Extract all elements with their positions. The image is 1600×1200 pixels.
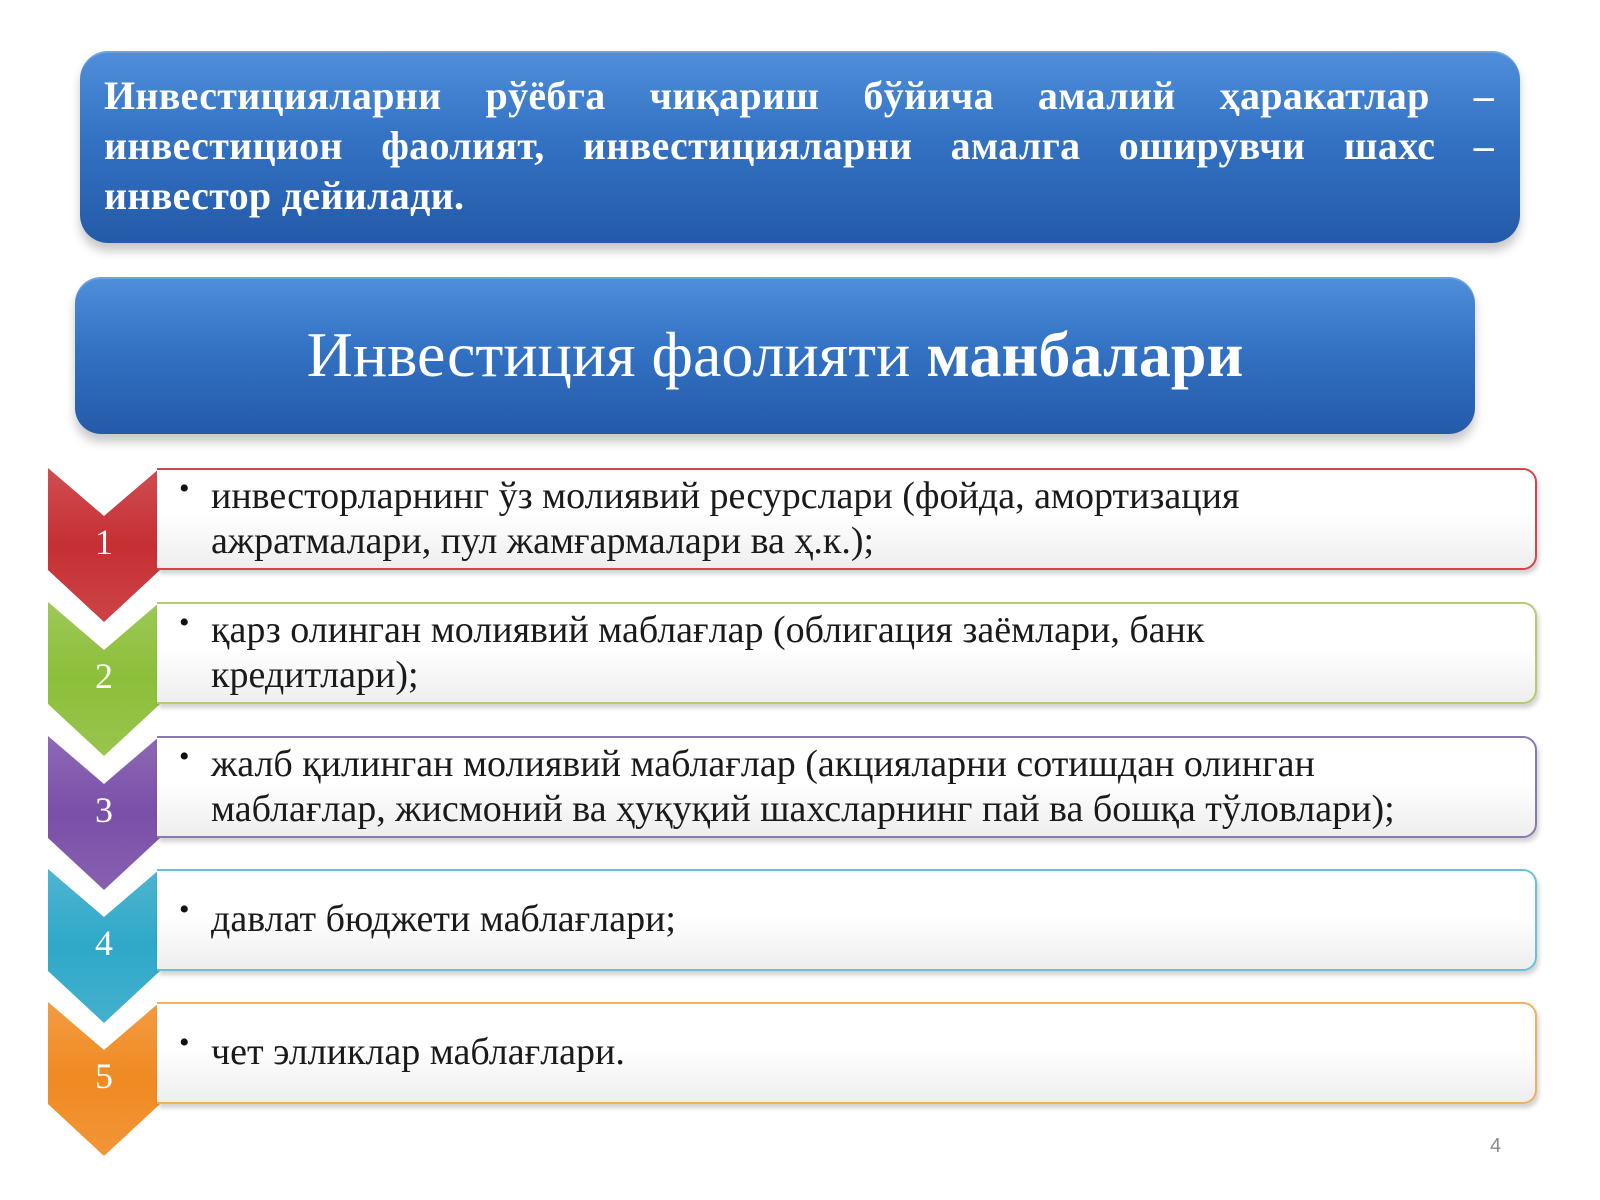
item-text [211, 474, 1525, 564]
item-number: 5 [95, 1056, 113, 1096]
item-text-line: инвесторларнинг ўз молиявий ресурслари (фойда, амортизация [211, 475, 1240, 517]
title-regular: Инвестиция фаолияти [306, 318, 927, 390]
bullet-icon: • [179, 606, 190, 639]
item-number: 3 [95, 790, 113, 830]
item-text-line: чет элликлар маблағлари. [211, 1031, 625, 1073]
item-text [211, 608, 1525, 698]
bullet-icon: • [179, 740, 190, 773]
item-text [211, 742, 1525, 832]
item-text-line: жалб қилинган молиявий маблағлар (акцияларни сотишдан олинган [211, 743, 1315, 785]
title-box [75, 277, 1475, 434]
item-number: 4 [95, 923, 113, 963]
item-text-line: давлат бюджети маблағлари; [211, 898, 676, 940]
slide-title [307, 318, 1244, 392]
item-box [157, 468, 1537, 570]
bullet-icon: • [179, 472, 190, 505]
item-box [157, 1002, 1537, 1104]
title-bold: манбалари [926, 318, 1244, 390]
item-text-line: ажратмалари, пул жамғармалари ва ҳ.к.); [211, 520, 875, 562]
bullet-icon: • [179, 1026, 190, 1059]
item-text-line: маблағлар, жисмоний ва ҳуқуқий шахсларнинг пай ва бошқа тўловлари); [211, 788, 1395, 830]
item-text [211, 897, 1525, 942]
item-text-line: кредитлари); [211, 654, 419, 696]
item-box [157, 869, 1537, 971]
item-text [211, 1030, 1525, 1075]
definition-box [80, 51, 1520, 243]
item-box [157, 602, 1537, 704]
item-text-line: қарз олинган молиявий маблағлар (облигация заёмлари, банк [211, 609, 1205, 651]
definition-text: Инвестицияларни рўёбга чиқариш бўйича амалий ҳаракатлар – инвестицион фаолият, инвестицияларни амалга оширувчи шахс – инвестор дейилади. [104, 73, 1494, 218]
item-box [157, 736, 1537, 838]
list-item [0, 1002, 1600, 1162]
item-number: 1 [95, 522, 113, 562]
item-number: 2 [95, 656, 113, 696]
bullet-icon: • [179, 893, 190, 926]
page-number: 4 [1490, 1135, 1502, 1157]
